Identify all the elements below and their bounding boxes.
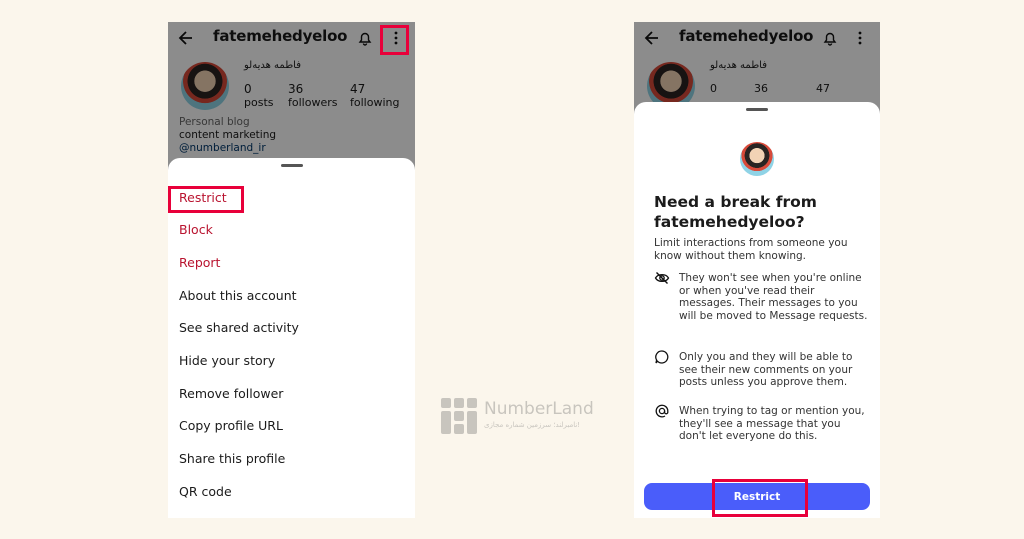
profile-full-name: فاطمه هدیه‌لو [710,60,767,71]
bio-category: Personal blog [179,116,250,128]
stat-posts-value: 0 [244,82,252,96]
menu-item-block[interactable]: Block [179,222,213,237]
profile-username: fatemehedyeloo [679,27,814,45]
eye-off-icon [654,270,670,286]
menu-item-restrict[interactable]: Restrict [179,190,227,205]
stat-followers-value: 36 [288,82,304,96]
menu-item-copy-url[interactable]: Copy profile URL [179,418,283,433]
stat-posts-value: 0 [710,82,717,95]
info-online-status: They won't see when you're online or when you've read their messages. Their messages to you will be moved to Message requests. [679,272,868,322]
left-phone-screen [168,22,415,518]
restrict-button[interactable]: Restrict [644,483,870,510]
stat-followers-value: 36 [754,82,768,95]
stat-following-label: following [350,96,400,109]
stat-following-value: 47 [350,82,366,96]
stat-posts-label: posts [244,96,274,109]
bio-text: content marketing [179,129,277,141]
bio-link[interactable]: @numberland_ir [179,142,266,154]
restrict-subtitle: Limit interactions from someone you know without them knowing. [654,237,848,262]
watermark-brand: NumberLand [484,399,594,419]
menu-item-hide-story[interactable]: Hide your story [179,353,276,368]
restrict-title: Need a break from fatemehedyeloo? [654,193,817,231]
sheet-grabber[interactable] [281,164,303,167]
sheet-grabber[interactable] [746,108,768,111]
profile-full-name: فاطمه هدیه‌لو [244,60,301,71]
stat-followers-label: followers [288,96,338,109]
restrict-sheet [634,102,880,518]
comment-icon [654,349,670,365]
numberland-watermark [440,397,620,437]
menu-item-remove-follower[interactable]: Remove follower [179,386,284,401]
dim-overlay[interactable] [168,22,415,172]
right-phone-screen [634,22,880,518]
watermark-tagline: نامبرلند؛ سرزمین شماره مجازی! [484,421,581,429]
menu-item-report[interactable]: Report [179,255,221,270]
menu-item-share-profile[interactable]: Share this profile [179,451,286,466]
profile-username: fatemehedyeloo [213,27,348,45]
options-sheet [168,158,415,518]
info-comments: Only you and they will be able to see their new comments on your posts unless you approve them. [679,351,853,388]
menu-item-about-account[interactable]: About this account [179,288,297,303]
stat-following-value: 47 [816,82,830,95]
numberland-logo-icon [440,397,478,435]
restrict-avatar [740,142,774,176]
menu-item-shared-activity[interactable]: See shared activity [179,320,299,335]
menu-item-qr-code[interactable]: QR code [179,484,232,499]
at-sign-icon [654,403,670,419]
info-mentions: When trying to tag or mention you, they'll see a message that you don't let everyone do this. [679,405,865,442]
